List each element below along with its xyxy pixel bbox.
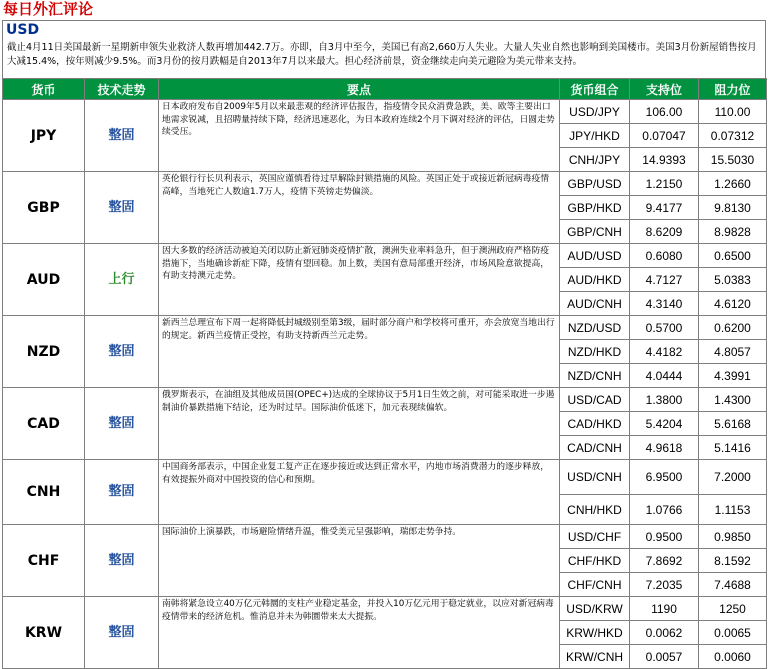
support-cell: 0.0057: [630, 645, 699, 669]
resistance-cell: 0.6500: [699, 244, 767, 268]
currency-cell: CHF: [3, 525, 85, 597]
resistance-cell: 4.6120: [699, 292, 767, 316]
support-cell: 0.5700: [630, 316, 699, 340]
resistance-cell: 1.4300: [699, 388, 767, 412]
resistance-cell: 8.1592: [699, 549, 767, 573]
currency-cell: NZD: [3, 316, 85, 388]
table-row: [3, 100, 767, 124]
header-support: 支持位: [630, 79, 699, 100]
pair-cell: NZD/HKD: [560, 340, 630, 364]
table-row: [3, 597, 767, 621]
support-cell: 4.7127: [630, 268, 699, 292]
pair-cell: USD/CHF: [560, 525, 630, 549]
pair-cell: GBP/USD: [560, 172, 630, 196]
key-points-cell: 俄罗斯表示，在油组及其他成员国(OPEC+)达成的全球协议于5月1日生效之前，对可能采取进一步遏制油价暴跌措施下结论，还为时过早。国际油价低迷下，加元表现续偏软。: [159, 388, 560, 460]
support-cell: 8.6209: [630, 220, 699, 244]
resistance-cell: 5.1416: [699, 436, 767, 460]
support-cell: 5.4204: [630, 412, 699, 436]
table-row: [3, 525, 767, 549]
table-row: [3, 460, 767, 495]
table-body: [3, 100, 767, 669]
resistance-cell: 9.8130: [699, 196, 767, 220]
key-points-cell: 因大多数的经济活动被迫关闭以防止新冠肺炎疫情扩散，澳洲失业率料急升，但于澳洲政府严格防疫措施下，当地确诊新症下降，疫情有望回稳。加上数，美国有意局部重开经济，市场风险意欲提高，有助支持澳元走势。: [159, 244, 560, 316]
forex-table: [2, 78, 767, 669]
usd-label: USD: [6, 22, 40, 38]
pair-cell: CHF/HKD: [560, 549, 630, 573]
currency-cell: GBP: [3, 172, 85, 244]
support-cell: 1190: [630, 597, 699, 621]
table-header-row: [3, 79, 767, 100]
support-cell: 0.0062: [630, 621, 699, 645]
pair-cell: CNH/HKD: [560, 495, 630, 525]
support-cell: 7.8692: [630, 549, 699, 573]
table-row: [3, 316, 767, 340]
pair-cell: KRW/HKD: [560, 621, 630, 645]
currency-cell: KRW: [3, 597, 85, 669]
support-cell: 14.9393: [630, 148, 699, 172]
support-cell: 1.3800: [630, 388, 699, 412]
table-row: [3, 244, 767, 268]
pair-cell: USD/JPY: [560, 100, 630, 124]
key-points-cell: 国际油价上演暴跌，市场避险情绪升温，惟受美元呈强影响，瑞郎走势争持。: [159, 525, 560, 597]
key-points-cell: 新西兰总理宣布下周一起将降低封城级别至第3级，届时部分商户和学校将可重开，亦会放宽当地出行的规定。新西兰疫情正受控，有助支持新西兰元走势。: [159, 316, 560, 388]
resistance-cell: 0.6200: [699, 316, 767, 340]
page-title: 每日外汇评论: [3, 0, 94, 18]
pair-cell: NZD/CNH: [560, 364, 630, 388]
key-points-cell: 日本政府发布自2009年5月以来最悲观的经济评估报告，指疫情令民众消费急跌，美、欧等主要出口地需求锐减，且招聘量持续下降，经济迅速恶化，为日本政府连续2个月下调对经济的评估，日圆走势续受压。: [159, 100, 560, 172]
resistance-cell: 8.9828: [699, 220, 767, 244]
trend-cell: 整固: [85, 597, 159, 669]
pair-cell: USD/KRW: [560, 597, 630, 621]
support-cell: 106.00: [630, 100, 699, 124]
support-cell: 1.2150: [630, 172, 699, 196]
support-cell: 4.0444: [630, 364, 699, 388]
pair-cell: AUD/CNH: [560, 292, 630, 316]
resistance-cell: 110.00: [699, 100, 767, 124]
pair-cell: CNH/JPY: [560, 148, 630, 172]
pair-cell: CHF/CNH: [560, 573, 630, 597]
resistance-cell: 7.2000: [699, 460, 767, 495]
currency-cell: AUD: [3, 244, 85, 316]
header-trend: 技术走势: [85, 79, 159, 100]
support-cell: 4.4182: [630, 340, 699, 364]
currency-cell: JPY: [3, 100, 85, 172]
table-row: [3, 172, 767, 196]
pair-cell: USD/CAD: [560, 388, 630, 412]
pair-cell: AUD/USD: [560, 244, 630, 268]
trend-cell: 整固: [85, 316, 159, 388]
resistance-cell: 1.1153: [699, 495, 767, 525]
header-currency: 货币: [3, 79, 85, 100]
support-cell: 1.0766: [630, 495, 699, 525]
support-cell: 4.9618: [630, 436, 699, 460]
pair-cell: AUD/HKD: [560, 268, 630, 292]
key-points-cell: 中国商务部表示，中国企业复工复产正在逐步接近或达到正常水平，内地市场消费潜力的逐步释放，有效提振外商对中国投资的信心和预期。: [159, 460, 560, 525]
trend-cell: 整固: [85, 525, 159, 597]
support-cell: 7.2035: [630, 573, 699, 597]
table-row: [3, 388, 767, 412]
support-cell: 9.4177: [630, 196, 699, 220]
resistance-cell: 4.3991: [699, 364, 767, 388]
resistance-cell: 0.0065: [699, 621, 767, 645]
currency-cell: CNH: [3, 460, 85, 525]
resistance-cell: 0.0060: [699, 645, 767, 669]
resistance-cell: 7.4688: [699, 573, 767, 597]
trend-cell: 上行: [85, 244, 159, 316]
pair-cell: NZD/USD: [560, 316, 630, 340]
support-cell: 0.07047: [630, 124, 699, 148]
resistance-cell: 0.9850: [699, 525, 767, 549]
trend-cell: 整固: [85, 460, 159, 525]
pair-cell: USD/CNH: [560, 460, 630, 495]
resistance-cell: 1250: [699, 597, 767, 621]
pair-cell: CAD/CNH: [560, 436, 630, 460]
trend-cell: 整固: [85, 172, 159, 244]
header-pair: 货币组合: [560, 79, 630, 100]
trend-cell: 整固: [85, 388, 159, 460]
usd-commentary-text: 截止4月11日美国最新一星期新申领失业救济人数再增加442.7万。亦即，自3月中至今，美国已有高2,660万人失业。大量人失业自然也影响到美国楼市。美国3月份新屋销售按月大减15.4%，按年则减少9.5%。而3月份的按月跌幅是自2013年7月以来最大。担心经济前景，资金继续走向美元避险为美元带来支持。: [7, 42, 757, 67]
trend-cell: 整固: [85, 100, 159, 172]
support-cell: 0.6080: [630, 244, 699, 268]
header-points: 要点: [159, 79, 560, 100]
key-points-cell: 英伦银行行长贝利表示，英国应谨慎看待过早解除封锁措施的风险。英国正处于或接近新冠病毒疫情高峰，当地死亡人数逾1.7万人，疫情下英镑走势偏淡。: [159, 172, 560, 244]
resistance-cell: 4.8057: [699, 340, 767, 364]
pair-cell: GBP/HKD: [560, 196, 630, 220]
currency-cell: CAD: [3, 388, 85, 460]
pair-cell: CAD/HKD: [560, 412, 630, 436]
pair-cell: GBP/CNH: [560, 220, 630, 244]
resistance-cell: 5.0383: [699, 268, 767, 292]
key-points-cell: 南韩将紧急设立40万亿元韩圜的支柱产业稳定基金，并投入10万亿元用于稳定就业，以应对新冠病毒疫情带来的经济危机。惟消息并未为韩圜带来太大提振。: [159, 597, 560, 669]
support-cell: 4.3140: [630, 292, 699, 316]
pair-cell: KRW/CNH: [560, 645, 630, 669]
pair-cell: JPY/HKD: [560, 124, 630, 148]
resistance-cell: 5.6168: [699, 412, 767, 436]
support-cell: 0.9500: [630, 525, 699, 549]
support-cell: 6.9500: [630, 460, 699, 495]
resistance-cell: 15.5030: [699, 148, 767, 172]
resistance-cell: 0.07312: [699, 124, 767, 148]
resistance-cell: 1.2660: [699, 172, 767, 196]
header-resistance: 阻力位: [699, 79, 767, 100]
